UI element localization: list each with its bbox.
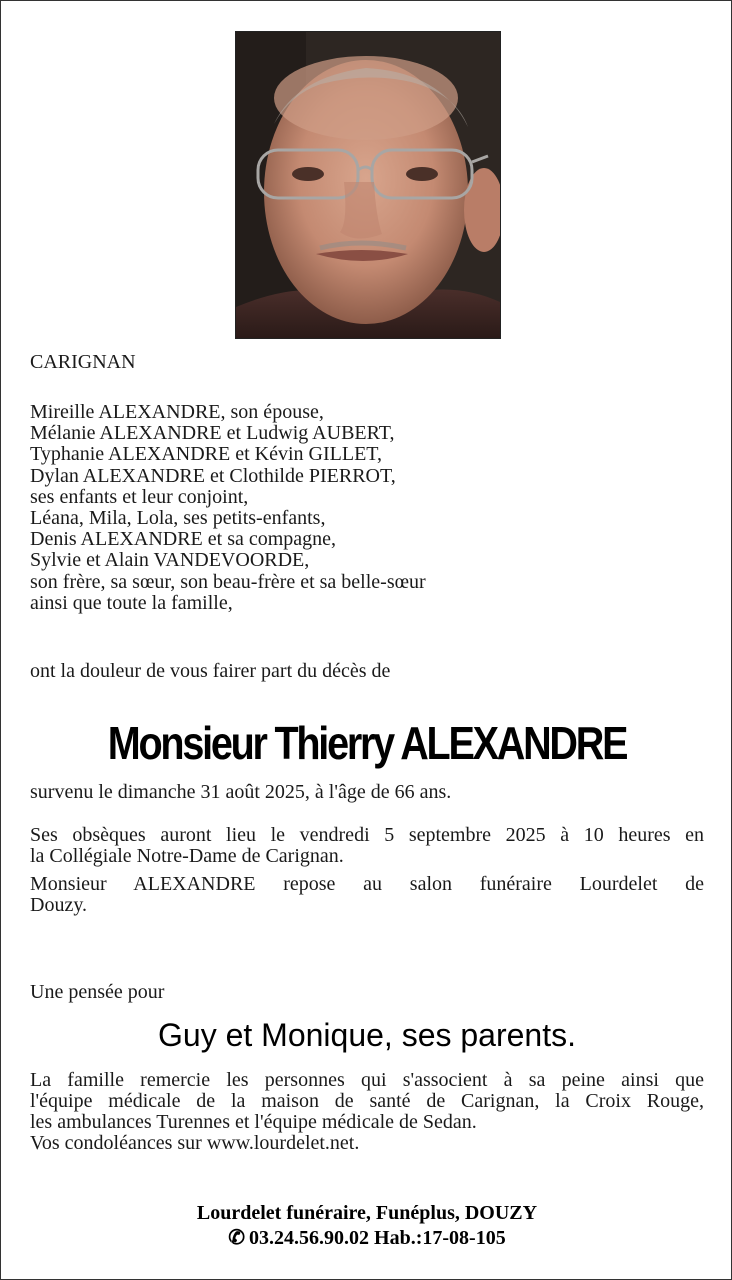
thanks-line: les ambulances Turennes et l'équipe médicale de Sedan. xyxy=(30,1111,477,1133)
funeral-line: Ses obsèques auront lieu le vendredi 5 septembre 2025 à 10 heures en xyxy=(30,824,704,846)
family-line: Denis ALEXANDRE et sa compagne, xyxy=(30,528,337,551)
portrait-photo xyxy=(235,31,501,339)
thanks-line: l'équipe médicale de la maison de santé de Carignan, la Croix Rouge, xyxy=(30,1090,704,1112)
family-line: Mélanie ALEXANDRE et Ludwig AUBERT, xyxy=(30,422,395,445)
family-line: Sylvie et Alain VANDEVOORDE, xyxy=(30,549,310,572)
family-line: ainsi que toute la famille, xyxy=(30,591,233,614)
thanks-paragraph xyxy=(30,1070,704,1154)
thanks-line: Vos condoléances sur www.lourdelet.net. xyxy=(30,1132,360,1154)
thought-intro: Une pensée pour xyxy=(30,981,165,1003)
rest-line: Monsieur ALEXANDRE repose au salon funéraire Lourdelet de xyxy=(30,873,704,895)
family-line: Mireille ALEXANDRE, son épouse, xyxy=(30,401,324,423)
thanks-line: La famille remercie les personnes qui s'associent à sa peine ainsi que xyxy=(30,1069,704,1091)
rest-line: Douzy. xyxy=(30,894,88,916)
thought-names: Guy et Monique, ses parents. xyxy=(158,1017,576,1053)
rest-details xyxy=(30,874,704,916)
family-line: son frère, sa sœur, son beau-frère et sa belle-sœur xyxy=(30,570,426,593)
family-line: ses enfants et leur conjoint, xyxy=(30,485,249,508)
family-list xyxy=(30,402,426,614)
funeral-home-name: Lourdelet funéraire, Funéplus, DOUZY xyxy=(196,1202,538,1224)
phone-number: 03.24.56.90.02 Hab.:17-08-105 xyxy=(249,1227,506,1249)
location: CARIGNAN xyxy=(30,351,136,373)
family-line: Typhanie ALEXANDRE et Kévin GILLET, xyxy=(30,443,383,466)
death-notice: survenu le dimanche 31 août 2025, à l'âge de 66 ans. xyxy=(30,781,452,803)
portrait-image xyxy=(236,32,500,338)
funeral-line: la Collégiale Notre-Dame de Carignan. xyxy=(30,845,344,867)
phone-icon: ✆ xyxy=(228,1227,246,1249)
deceased-name: Monsieur Thierry ALEXANDRE xyxy=(107,717,627,769)
funeral-home-contact xyxy=(1,1226,732,1250)
funeral-details xyxy=(30,825,704,867)
family-line: Léana, Mila, Lola, ses petits-enfants, xyxy=(30,506,326,529)
family-line: Dylan ALEXANDRE et Clothilde PIERROT, xyxy=(30,464,396,487)
announcement-text: ont la douleur de vous fairer part du décès de xyxy=(30,660,391,682)
